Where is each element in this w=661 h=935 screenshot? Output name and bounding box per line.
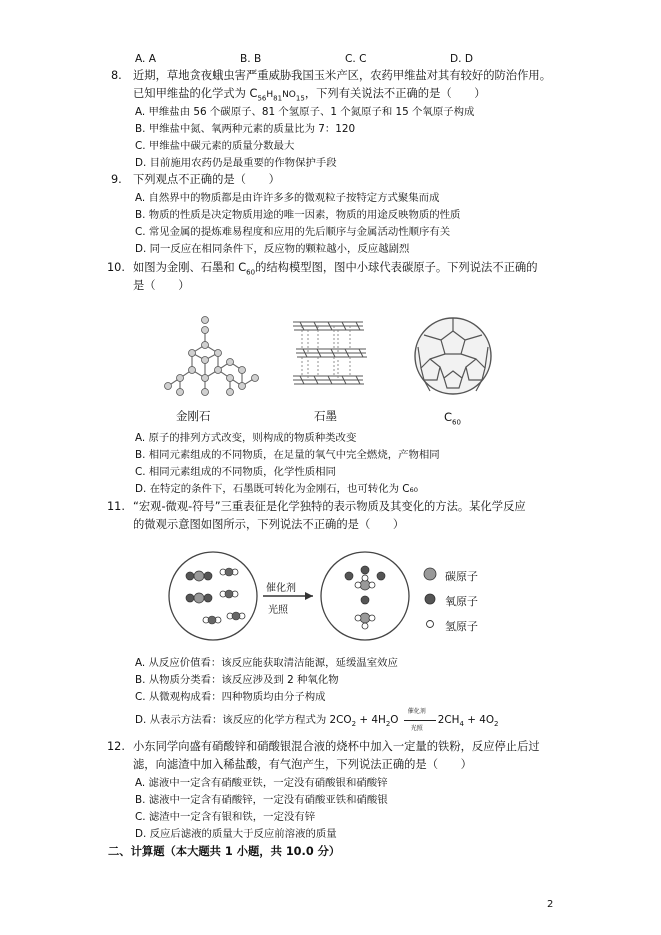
legend-carbon: 碳原子	[445, 570, 478, 583]
prev-answer-d: D. D	[450, 53, 474, 65]
q8-stem-line2: 已知甲维盐的化学式为 $C_{56}H_{81}NO_{15}$，下列有关说法不正确的是（ ）	[133, 87, 486, 103]
c60-structure-figure	[410, 313, 496, 399]
legend-hydrogen: 氢原子	[445, 620, 478, 633]
legend-oxygen: 氧原子	[445, 595, 478, 608]
q12-option-a: A. 滤液中一定含有硝酸亚铁，一定没有硝酸银和硝酸锌	[135, 777, 388, 789]
q8-option-c: C. 甲维盐中碳元素的质量分数最大	[135, 140, 295, 152]
page-number: 2	[547, 899, 554, 910]
q11-stem-line2: 的微观示意图如图所示，下列说法不正确的是（ ）	[133, 518, 405, 531]
q11-option-a: A. 从反应价值看：该反应能获取清洁能源，延缓温室效应	[135, 657, 398, 669]
q11-number: 11.	[107, 500, 125, 513]
q10-option-a: A. 原子的排列方式改变，则构成的物质种类改变	[135, 432, 357, 444]
diamond-structure-figure	[160, 310, 270, 405]
legend-icons	[420, 566, 440, 636]
q10-number: 10.	[107, 261, 125, 274]
q11-option-c: C. 从微观构成看：四种物质均由分子构成	[135, 691, 326, 703]
graphite-label: 石墨	[314, 409, 337, 423]
q8-number: 8.	[111, 69, 122, 82]
q12-option-d: D. 反应后滤液的质量大于反应前溶液的质量	[135, 828, 337, 840]
section-two-heading: 二、计算题（本大题共 1 小题，共 10.0 分）	[108, 845, 341, 858]
q10-option-d: D. 在特定的条件下，石墨既可转化为金刚石，也可转化为 C₆₀	[135, 483, 418, 495]
prev-answer-c: C. C	[345, 53, 367, 65]
q8-option-a: A. 甲维盐由 56 个碳原子、81 个氢原子、1 个氮原子和 15 个氧原子构成	[135, 106, 475, 118]
reaction-condition-arrow: 催化剂 光照	[402, 713, 438, 727]
oxygen-atom-icon	[425, 594, 435, 604]
q12-option-c: C. 滤渣中一定含有银和铁，一定没有锌	[135, 811, 316, 823]
q8-option-d: D. 目前施用农药仍是最重要的作物保护手段	[135, 157, 337, 169]
q9-option-a: A. 自然界中的物质都是由许许多多的微观粒子按特定方式聚集而成	[135, 192, 440, 204]
q8-stem-line1: 近期，草地贪夜蛾虫害严重威胁我国玉米产区，农药甲维盐对其有较好的防治作用。	[133, 69, 551, 82]
q12-option-b: B. 滤液中一定含有硝酸锌，一定没有硝酸亚铁和硝酸银	[135, 794, 388, 806]
q12-number: 12.	[107, 740, 125, 753]
q11-option-b: B. 从物质分类看：该反应涉及到 2 种氧化物	[135, 674, 339, 686]
q10-option-b: B. 相同元素组成的不同物质，在足量的氧气中完全燃烧，产物相同	[135, 449, 440, 461]
reaction-microscopic-diagram	[168, 548, 418, 648]
q9-option-b: B. 物质的性质是决定物质用途的唯一因素，物质的用途反映物质的性质	[135, 209, 461, 221]
q12-stem-line2: 滤，向滤渣中加入稀盐酸，有气泡产生，下列说法正确的是（ ）	[133, 758, 472, 771]
q12-stem-line1: 小东同学向盛有硝酸锌和硝酸银混合液的烧杯中加入一定量的铁粉，反应停止后过	[133, 740, 540, 753]
c60-label: $C_{60}$	[444, 410, 461, 427]
light-label: 光照	[268, 605, 288, 616]
q9-stem: 下列观点不正确的是（ ）	[133, 173, 280, 186]
q11-option-d: D. 从表示方法看：该反应的化学方程式为 $2CO_2 + 4H_2O$ 催化剂 光照 $2CH_4 + 4O_2$	[135, 708, 499, 732]
q10-stem-line1: 如图为金刚、石墨和 $C_{60}$的结构模型图，图中小球代表碳原子。下列说法不正确的	[133, 261, 538, 277]
graphite-structure-figure	[288, 312, 370, 402]
q11-stem-line1: “宏观-微观-符号”三重表征是化学独特的表示物质及其变化的方法。某化学反应	[133, 500, 526, 513]
prev-answer-b: B. B	[240, 53, 262, 65]
q10-option-c: C. 相同元素组成的不同物质，化学性质相同	[135, 466, 336, 478]
carbon-atom-icon	[424, 568, 436, 580]
prev-answer-a: A. A	[135, 53, 157, 65]
q9-number: 9.	[111, 173, 122, 186]
q9-option-d: D. 同一反应在相同条件下，反应物的颗粒越小，反应越剧烈	[135, 243, 410, 255]
hydrogen-atom-icon	[427, 621, 434, 628]
q8-option-b: B. 甲维盐中氮、氧两种元素的质量比为 7：120	[135, 123, 356, 135]
q10-stem-line2: 是（ ）	[133, 279, 190, 292]
catalyst-label: 催化剂	[266, 583, 296, 594]
q9-option-c: C. 常见金属的提炼难易程度和应用的先后顺序与金属活动性顺序有关	[135, 226, 451, 238]
diamond-label: 金刚石	[176, 409, 211, 423]
